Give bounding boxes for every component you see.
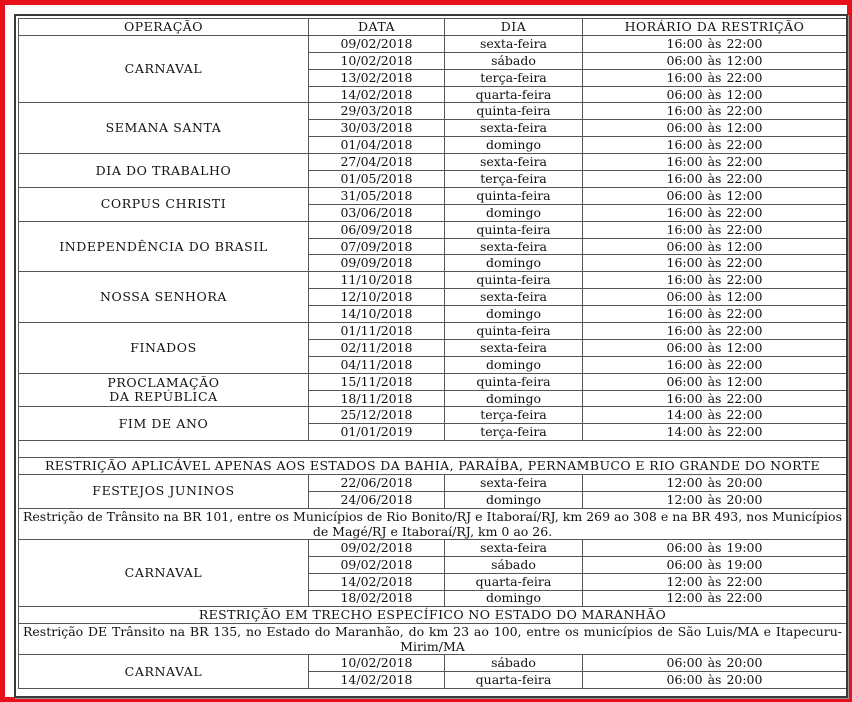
operation-name (19, 539, 309, 607)
date-cell: 25/12/2018 (309, 407, 445, 424)
time-start: 16:00 (666, 137, 703, 153)
time-start: 16:00 (666, 255, 703, 271)
header-data: DATA (309, 19, 445, 36)
time-cell (583, 573, 847, 590)
date-cell: 12/10/2018 (309, 289, 445, 306)
time-separator: às (707, 69, 722, 85)
table-row (19, 221, 847, 238)
date-cell: 04/11/2018 (309, 356, 445, 373)
time-cell (583, 556, 847, 573)
day-cell: terça-feira (445, 69, 583, 86)
day-cell: sexta-feira (445, 475, 583, 492)
section-title-maranhao: RESTRIÇÃO EM TRECHO ESPECÍFICO NO ESTADO DO MARANHÃO (19, 607, 847, 624)
time-cell (583, 655, 847, 672)
time-end: 20:00 (726, 655, 763, 671)
table-row (19, 272, 847, 289)
operation-name (19, 187, 309, 221)
time-cell (583, 289, 847, 306)
day-cell: terça-feira (445, 171, 583, 188)
time-start: 16:00 (666, 356, 703, 372)
day-cell: domingo (445, 306, 583, 323)
time-start: 06:00 (666, 120, 703, 136)
table-row (19, 323, 847, 340)
time-separator: às (707, 556, 722, 572)
time-cell (583, 339, 847, 356)
time-start: 16:00 (666, 204, 703, 220)
date-cell: 14/02/2018 (309, 86, 445, 103)
time-separator: às (707, 539, 722, 555)
time-separator: às (707, 590, 722, 606)
date-cell: 27/04/2018 (309, 154, 445, 171)
time-end: 12:00 (726, 187, 763, 203)
time-end: 22:00 (726, 573, 763, 589)
time-cell (583, 187, 847, 204)
time-cell (583, 323, 847, 340)
note-maranhao-row (19, 624, 847, 655)
date-cell: 13/02/2018 (309, 69, 445, 86)
date-cell: 01/01/2019 (309, 424, 445, 441)
operation-name-line: SEMANA SANTA (105, 120, 222, 136)
date-cell: 31/05/2018 (309, 187, 445, 204)
time-start: 14:00 (666, 424, 703, 440)
time-separator: às (707, 339, 722, 355)
day-cell: sexta-feira (445, 238, 583, 255)
time-end: 12:00 (726, 238, 763, 254)
time-end: 20:00 (726, 491, 763, 507)
time-separator: às (707, 187, 722, 203)
restriction-table (18, 18, 847, 689)
time-cell (583, 221, 847, 238)
date-cell: 01/05/2018 (309, 171, 445, 188)
time-cell (583, 204, 847, 221)
operation-name-line: NOSSA SENHORA (99, 289, 228, 305)
time-separator: às (707, 255, 722, 271)
time-cell (583, 407, 847, 424)
time-separator: às (707, 373, 722, 389)
time-cell (583, 424, 847, 441)
table-header-row (19, 19, 847, 36)
operation-name-line: DIA DO TRABALHO (95, 162, 232, 178)
operation-name (19, 272, 309, 323)
time-end: 12:00 (726, 120, 763, 136)
time-cell (583, 154, 847, 171)
time-cell (583, 390, 847, 407)
time-cell (583, 590, 847, 607)
day-cell: quarta-feira (445, 573, 583, 590)
day-cell: quinta-feira (445, 323, 583, 340)
operation-name (19, 103, 309, 154)
date-cell: 01/04/2018 (309, 137, 445, 154)
date-cell: 15/11/2018 (309, 373, 445, 390)
time-start: 16:00 (666, 154, 703, 170)
operation-name-line: FESTEJOS JUNINOS (92, 483, 235, 499)
date-cell: 07/09/2018 (309, 238, 445, 255)
time-separator: às (707, 154, 722, 170)
day-cell: quarta-feira (445, 672, 583, 689)
day-cell: sexta-feira (445, 154, 583, 171)
time-separator: às (707, 655, 722, 671)
date-cell: 09/02/2018 (309, 539, 445, 556)
time-start: 06:00 (666, 238, 703, 254)
time-separator: às (707, 86, 722, 102)
date-cell: 09/02/2018 (309, 35, 445, 52)
time-start: 16:00 (666, 35, 703, 51)
time-cell (583, 491, 847, 508)
date-cell: 18/02/2018 (309, 590, 445, 607)
date-cell: 14/02/2018 (309, 672, 445, 689)
time-cell (583, 69, 847, 86)
time-separator: às (707, 474, 722, 490)
empty-separator-row (19, 441, 847, 458)
time-cell (583, 672, 847, 689)
day-cell: domingo (445, 390, 583, 407)
time-start: 16:00 (666, 390, 703, 406)
time-cell (583, 171, 847, 188)
header-horario: HORÁRIO DA RESTRIÇÃO (583, 19, 847, 36)
time-cell (583, 86, 847, 103)
time-end: 12:00 (726, 52, 763, 68)
note-maranhao: Restrição DE Trânsito na BR 135, no Estado do Maranhão, do km 23 ao 100, entre os municípios de São Luis/MA e Itapecuru-Mirim/MA (19, 624, 847, 655)
time-separator: às (707, 137, 722, 153)
day-cell: sexta-feira (445, 120, 583, 137)
day-cell: sexta-feira (445, 289, 583, 306)
time-start: 06:00 (666, 556, 703, 572)
operation-name (19, 655, 309, 689)
time-start: 12:00 (666, 573, 703, 589)
time-separator: às (707, 356, 722, 372)
time-separator: às (707, 491, 722, 507)
time-separator: às (707, 170, 722, 186)
section-title-bahia-row (19, 458, 847, 475)
time-end: 12:00 (726, 339, 763, 355)
time-end: 12:00 (726, 86, 763, 102)
operation-name (19, 323, 309, 374)
time-end: 22:00 (726, 103, 763, 119)
operation-name-line: DA REPÚBLICA (109, 389, 218, 405)
time-end: 22:00 (726, 255, 763, 271)
table-row (19, 35, 847, 52)
date-cell: 06/09/2018 (309, 221, 445, 238)
operation-name-line: INDEPENDÊNCIA DO BRASIL (59, 238, 268, 254)
time-separator: às (707, 573, 722, 589)
date-cell: 30/03/2018 (309, 120, 445, 137)
time-end: 22:00 (726, 154, 763, 170)
table-container (14, 14, 848, 698)
day-cell: domingo (445, 590, 583, 607)
day-cell: domingo (445, 204, 583, 221)
operation-name-line: FIM DE ANO (118, 415, 209, 431)
time-end: 22:00 (726, 356, 763, 372)
day-cell: domingo (445, 137, 583, 154)
time-end: 22:00 (726, 35, 763, 51)
operation-name-line: CARNAVAL (124, 565, 203, 581)
time-cell (583, 373, 847, 390)
time-cell (583, 103, 847, 120)
time-start: 06:00 (666, 539, 703, 555)
time-separator: às (707, 52, 722, 68)
time-cell (583, 238, 847, 255)
time-end: 22:00 (726, 424, 763, 440)
time-separator: às (707, 424, 722, 440)
time-cell (583, 356, 847, 373)
table-row (19, 154, 847, 171)
time-start: 16:00 (666, 306, 703, 322)
time-end: 22:00 (726, 407, 763, 423)
time-end: 20:00 (726, 672, 763, 688)
time-end: 22:00 (726, 322, 763, 338)
operation-name (19, 221, 309, 272)
time-cell (583, 137, 847, 154)
header-dia: DIA (445, 19, 583, 36)
operation-name-line: CORPUS CHRISTI (100, 196, 227, 212)
time-separator: às (707, 672, 722, 688)
time-start: 06:00 (666, 339, 703, 355)
operation-name (19, 154, 309, 188)
day-cell: domingo (445, 255, 583, 272)
time-separator: às (707, 120, 722, 136)
time-separator: às (707, 238, 722, 254)
time-end: 22:00 (726, 306, 763, 322)
time-start: 16:00 (666, 322, 703, 338)
time-end: 22:00 (726, 221, 763, 237)
operation-name-line: PROCLAMAÇÃO (107, 375, 220, 391)
date-cell: 14/10/2018 (309, 306, 445, 323)
time-cell (583, 120, 847, 137)
date-cell: 10/02/2018 (309, 655, 445, 672)
time-cell (583, 539, 847, 556)
time-start: 06:00 (666, 187, 703, 203)
day-cell: domingo (445, 491, 583, 508)
time-start: 06:00 (666, 86, 703, 102)
time-cell (583, 52, 847, 69)
operation-name (19, 475, 309, 509)
time-end: 22:00 (726, 390, 763, 406)
time-end: 20:00 (726, 474, 763, 490)
time-end: 19:00 (726, 539, 763, 555)
date-cell: 18/11/2018 (309, 390, 445, 407)
time-end: 12:00 (726, 373, 763, 389)
table-row (19, 539, 847, 556)
date-cell: 01/11/2018 (309, 323, 445, 340)
time-separator: às (707, 204, 722, 220)
time-start: 16:00 (666, 272, 703, 288)
time-separator: às (707, 103, 722, 119)
operation-name-line: FINADOS (130, 339, 197, 355)
date-cell: 02/11/2018 (309, 339, 445, 356)
time-start: 16:00 (666, 69, 703, 85)
time-cell (583, 272, 847, 289)
date-cell: 14/02/2018 (309, 573, 445, 590)
date-cell: 24/06/2018 (309, 491, 445, 508)
time-start: 06:00 (666, 672, 703, 688)
time-end: 22:00 (726, 272, 763, 288)
day-cell: quinta-feira (445, 187, 583, 204)
time-cell (583, 255, 847, 272)
section-title-bahia: RESTRIÇÃO APLICÁVEL APENAS AOS ESTADOS DA BAHIA, PARAÍBA, PERNAMBUCO E RIO GRANDE DO NORTE (19, 458, 847, 475)
table-row (19, 407, 847, 424)
table-row (19, 373, 847, 390)
empty-separator (19, 441, 847, 458)
day-cell: sábado (445, 556, 583, 573)
date-cell: 03/06/2018 (309, 204, 445, 221)
time-end: 19:00 (726, 556, 763, 572)
operation-name (19, 407, 309, 441)
day-cell: sábado (445, 655, 583, 672)
day-cell: domingo (445, 356, 583, 373)
day-cell: sábado (445, 52, 583, 69)
time-end: 22:00 (726, 204, 763, 220)
time-start: 06:00 (666, 655, 703, 671)
time-separator: às (707, 390, 722, 406)
time-start: 06:00 (666, 52, 703, 68)
time-cell (583, 306, 847, 323)
time-start: 14:00 (666, 407, 703, 423)
table-row (19, 475, 847, 492)
time-separator: às (707, 221, 722, 237)
day-cell: quinta-feira (445, 272, 583, 289)
note-br101: Restrição de Trânsito na BR 101, entre os Municípios de Rio Bonito/RJ e Itaboraí/RJ, km 269 ao 308 e na BR 493, nos Municípios de Magé/RJ e Itaboraí/RJ, km 0 ao 26. (19, 508, 847, 539)
time-end: 22:00 (726, 590, 763, 606)
operation-name (19, 35, 309, 103)
date-cell: 09/02/2018 (309, 556, 445, 573)
operation-name-line: CARNAVAL (124, 663, 203, 679)
day-cell: quinta-feira (445, 103, 583, 120)
time-start: 16:00 (666, 170, 703, 186)
table-row (19, 187, 847, 204)
day-cell: sexta-feira (445, 35, 583, 52)
time-separator: às (707, 407, 722, 423)
time-end: 12:00 (726, 289, 763, 305)
date-cell: 22/06/2018 (309, 475, 445, 492)
day-cell: terça-feira (445, 407, 583, 424)
time-cell (583, 35, 847, 52)
day-cell: quinta-feira (445, 221, 583, 238)
day-cell: sexta-feira (445, 539, 583, 556)
table-row (19, 103, 847, 120)
time-start: 16:00 (666, 103, 703, 119)
time-separator: às (707, 289, 722, 305)
header-operacao: OPERAÇÃO (19, 19, 309, 36)
table-row (19, 655, 847, 672)
date-cell: 11/10/2018 (309, 272, 445, 289)
operation-name (19, 373, 309, 407)
time-separator: às (707, 272, 722, 288)
day-cell: quarta-feira (445, 86, 583, 103)
day-cell: quinta-feira (445, 373, 583, 390)
time-separator: às (707, 306, 722, 322)
time-separator: às (707, 322, 722, 338)
section-title-maranhao-row (19, 607, 847, 624)
date-cell: 29/03/2018 (309, 103, 445, 120)
time-start: 06:00 (666, 289, 703, 305)
day-cell: sexta-feira (445, 339, 583, 356)
time-end: 22:00 (726, 170, 763, 186)
time-start: 12:00 (666, 474, 703, 490)
date-cell: 10/02/2018 (309, 52, 445, 69)
time-start: 12:00 (666, 590, 703, 606)
operation-name-line: CARNAVAL (124, 61, 203, 77)
time-start: 16:00 (666, 221, 703, 237)
time-end: 22:00 (726, 69, 763, 85)
time-end: 22:00 (726, 137, 763, 153)
date-cell: 09/09/2018 (309, 255, 445, 272)
time-separator: às (707, 35, 722, 51)
day-cell: terça-feira (445, 424, 583, 441)
time-cell (583, 475, 847, 492)
time-start: 12:00 (666, 491, 703, 507)
note-br101-row (19, 508, 847, 539)
time-start: 06:00 (666, 373, 703, 389)
